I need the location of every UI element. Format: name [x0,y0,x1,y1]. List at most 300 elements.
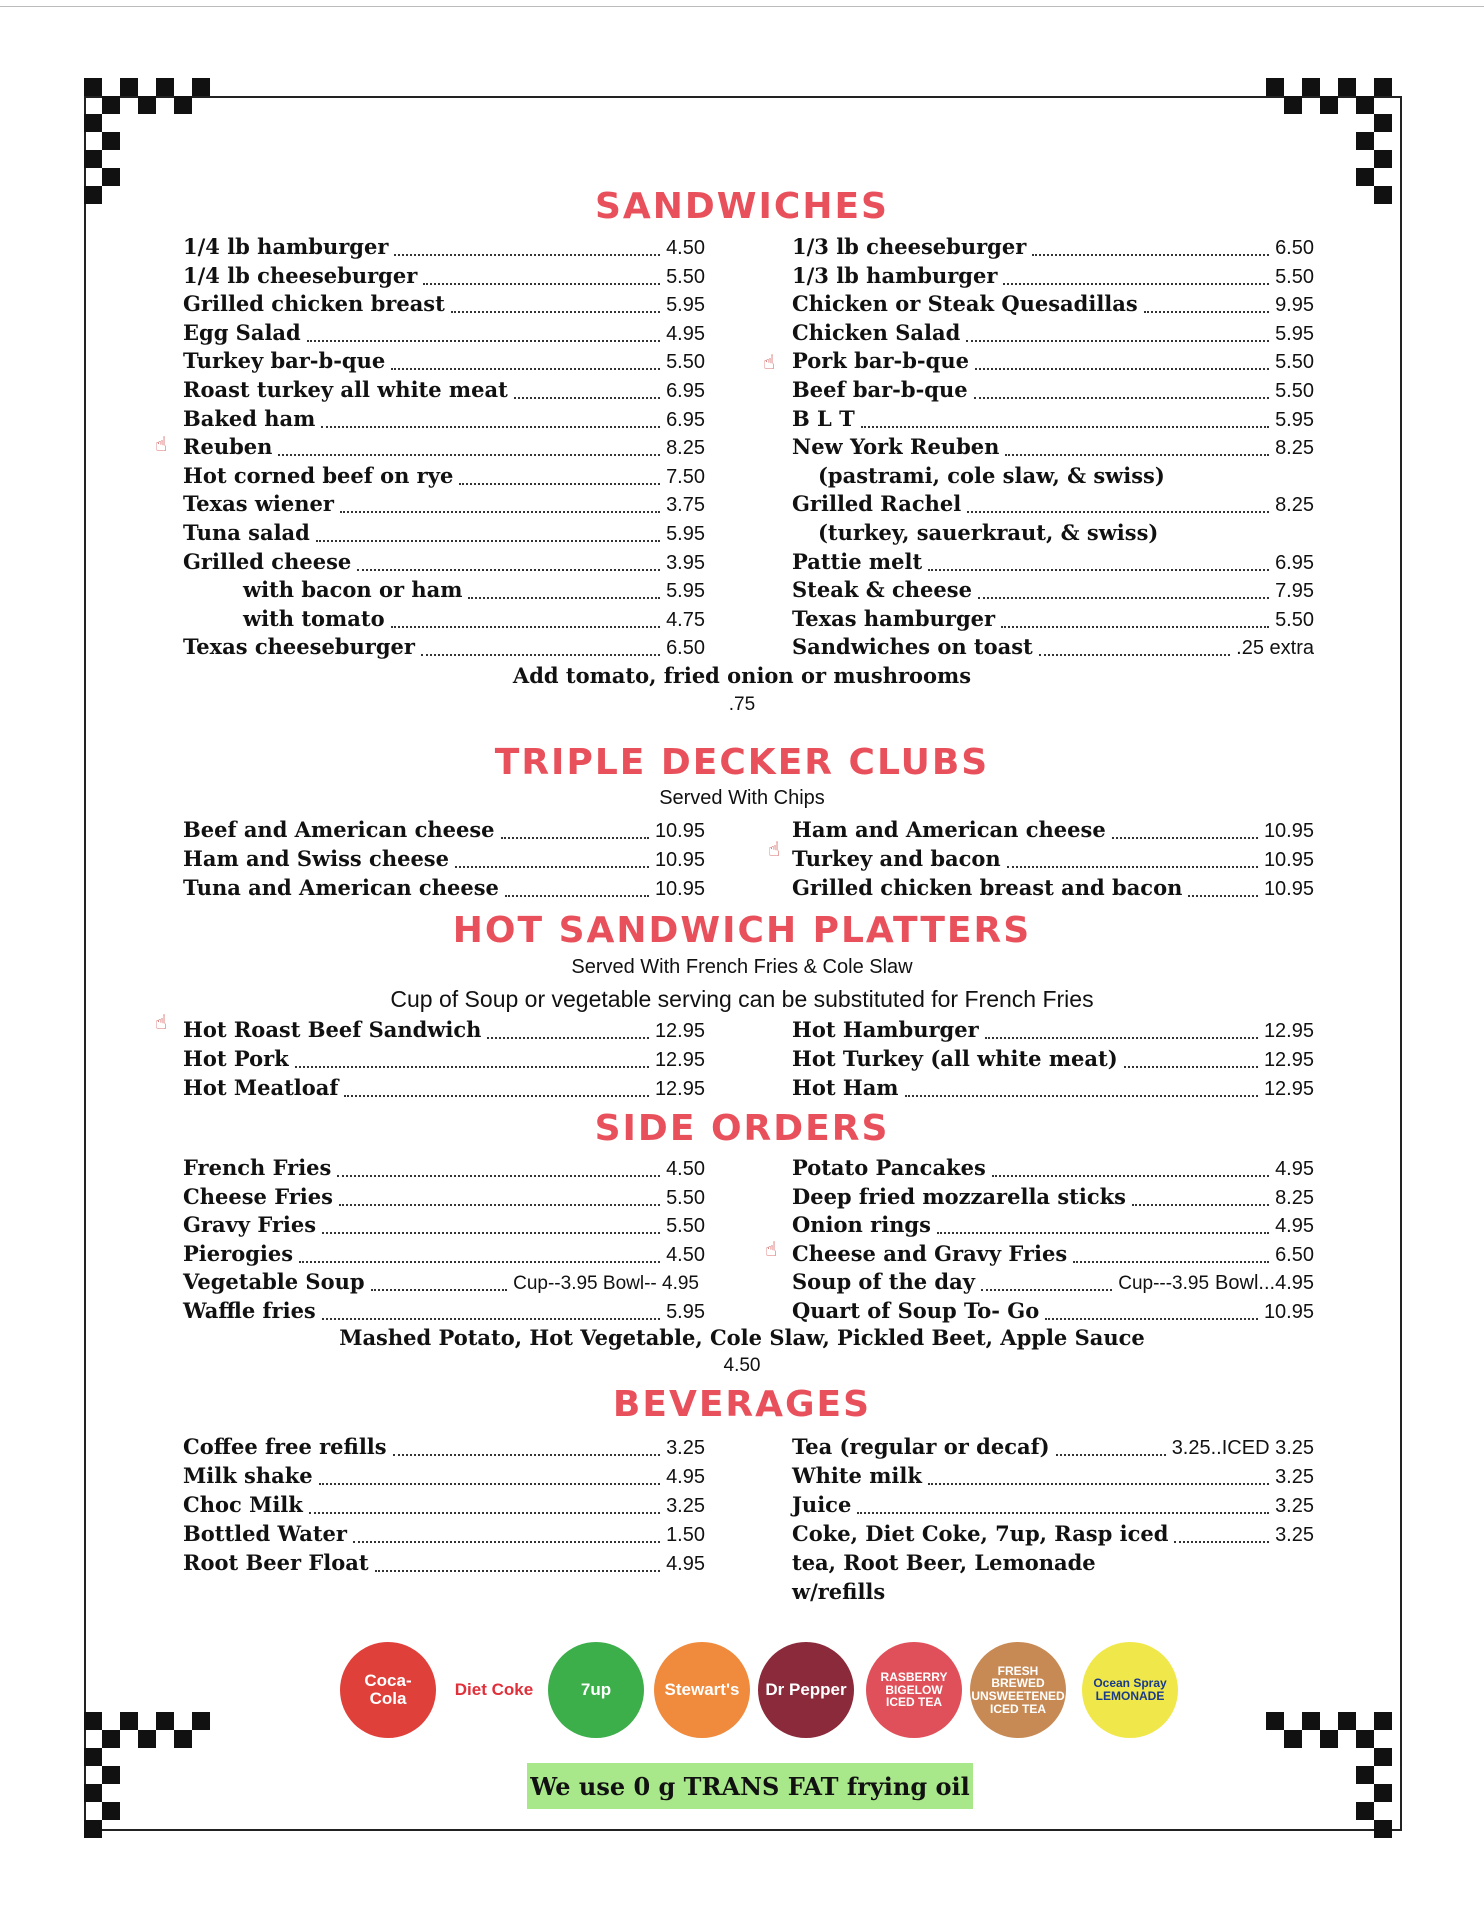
dot-leader [1174,1540,1269,1543]
dot-leader [1112,836,1258,839]
menu-item [792,875,1314,903]
menu-item-price: .25 extra [1236,637,1314,660]
menu-item-price: 4.50 [666,1158,705,1180]
menu-item-name: Grilled Rachel [792,491,962,517]
menu-item [183,1492,705,1520]
checker-square [1320,96,1338,114]
menu-item-name: Chicken or Steak Quesadillas [792,291,1138,317]
menu-item [183,846,705,874]
dot-leader [1188,894,1258,897]
menu-item-name: Hot Hamburger [792,1017,979,1042]
pointer-hand-icon: ☝ [155,1010,168,1034]
menu-item-price: 5.50 [1275,351,1314,374]
menu-item-price: 3.25 [1275,1495,1314,1517]
checker-square [192,1712,210,1730]
menu-item [183,377,705,405]
checker-square [1374,114,1392,132]
menu-item-price: 6.95 [1275,551,1314,574]
menu-item-name: tea, Root Beer, Lemonade [792,1550,1096,1575]
menu-item [792,634,1314,662]
menu-item [183,1184,705,1212]
menu-item [183,1017,705,1045]
section-title-platters: HOT SANDWICH PLATTERS [452,910,1032,951]
top-scan-line [0,6,1484,7]
menu-item [183,263,705,291]
menu-item-price: 4.95 [666,1466,705,1488]
menu-item [792,234,1314,262]
menu-item-price: 5.95 [1275,408,1314,431]
menu-item-name: Vegetable Soup [183,1269,365,1295]
checker-square [102,1802,120,1820]
menu-item [792,377,1314,405]
menu-item-price: 5.50 [666,351,705,374]
menu-item [792,1463,1314,1491]
dot-leader [501,836,649,839]
menu-item [792,1075,1314,1103]
menu-item-price: 4.95 [666,322,705,345]
menu-item [243,577,705,605]
section-title-sides: SIDE ORDERS [594,1108,890,1149]
menu-item [792,491,1314,519]
dot-leader [340,510,660,513]
menu-item [792,577,1314,605]
checker-square [1356,1730,1374,1748]
dot-leader [1045,1317,1258,1320]
dot-leader [1005,453,1269,456]
menu-item-name: Coke, Diet Coke, 7up, Rasp iced [792,1521,1169,1546]
menu-item-price: 4.50 [666,1243,705,1266]
sandwich-addon-price: .75 [728,694,756,715]
menu-item-price: 10.95 [1263,820,1314,842]
checker-square [1284,1730,1302,1748]
menu-item [183,1155,705,1183]
dot-leader [974,396,1269,399]
menu-item-price: 8.25 [1275,494,1314,517]
dot-leader [322,1231,660,1234]
menu-item [792,434,1314,462]
menu-item-price: 8.25 [1275,437,1314,460]
menu-item [792,1269,1314,1297]
menu-item [792,1017,1314,1045]
menu-item-price: 5.50 [1275,380,1314,402]
menu-item [792,549,1314,577]
menu-item-name: Waffle fries [183,1298,316,1323]
menu-item-name: Bottled Water [183,1521,347,1546]
menu-item-price: 5.50 [1275,608,1314,631]
menu-item [792,1434,1314,1462]
checker-square [84,1748,102,1766]
dot-leader [337,1174,660,1177]
menu-item [792,1492,1314,1520]
menu-item-price: 4.75 [666,608,705,631]
menu-item [183,549,705,577]
menu-item [792,1550,1314,1578]
dot-leader [307,339,660,342]
menu-item-price: 3.25 [666,1495,705,1517]
checker-square [1374,150,1392,168]
menu-item [183,875,705,903]
pointer-hand-icon: ☝ [768,837,781,861]
checker-square [1356,1766,1374,1784]
checker-square [1320,1730,1338,1748]
dot-leader [295,1065,649,1068]
menu-item-name: Pierogies [183,1240,294,1266]
menu-item-price: 3.75 [666,494,705,517]
checker-square [102,168,120,186]
checker-square [1374,1784,1392,1802]
menu-item-price: 4.95 [666,1553,705,1575]
menu-item-sizes: Cup---3.95 [1118,1273,1210,1295]
menu-item-name: Tuna salad [183,520,310,545]
checker-square [120,78,138,96]
dot-leader [278,453,660,456]
menu-item [183,463,705,491]
dot-leader [985,1036,1258,1039]
dot-leader [309,1511,660,1514]
menu-item-name: 1/4 lb cheeseburger [183,262,418,288]
menu-item-name: Beef and American cheese [183,817,495,842]
dot-leader [966,339,1269,342]
menu-item [183,817,705,845]
sides-addon-text: Mashed Potato, Hot Vegetable, Cole Slaw, Pickled Beet, Apple Sauce [339,1325,1145,1350]
menu-item-name: Grilled chicken breast and bacon [792,875,1183,900]
checker-square [84,1784,102,1802]
checker-square [1374,1748,1392,1766]
menu-item-price: 5.95 [666,1301,705,1323]
menu-item-price: 5.95 [666,294,705,317]
checker-square [156,78,174,96]
menu-item [792,1184,1314,1212]
menu-item-name: New York Reuben [792,434,1000,460]
menu-item-price: 8.25 [1275,1186,1314,1209]
menu-item-name: Potato Pancakes [792,1155,986,1180]
menu-item [792,817,1314,845]
menu-item-name: Milk shake [183,1463,313,1488]
menu-item-price: 12.95 [654,1020,705,1042]
sandwich-addon-text: Add tomato, fried onion or mushrooms [512,663,972,688]
checker-square [1266,78,1284,96]
checker-square [174,96,192,114]
menu-item-name: B L T [792,405,855,431]
checker-square [84,78,102,96]
menu-item-name: Tea (regular or decaf) [792,1434,1050,1459]
menu-item-name: with tomato [243,605,385,631]
menu-item-name: 1/4 lb hamburger [183,234,389,259]
menu-item-name: Hot Roast Beef Sandwich [183,1017,482,1042]
menu-item [183,634,705,662]
checker-square [102,1766,120,1784]
menu-item-price: 5.95 [1275,322,1314,345]
checker-square [1356,132,1374,150]
menu-item-name: Hot Meatloaf [183,1075,339,1100]
menu-item-name: Cheese Fries [183,1183,333,1209]
dot-leader [344,1094,649,1097]
menu-item-price: 6.50 [666,637,705,660]
menu-item [183,1046,705,1074]
menu-item [183,1269,705,1297]
dot-leader [861,425,1269,428]
dot-leader [393,1453,660,1456]
dot-leader [1001,625,1269,628]
dot-leader [455,865,649,868]
beverage-logo-icon: FRESH BREWED UNSWEETENED ICED TEA [970,1642,1066,1738]
checker-square [1374,78,1392,96]
menu-item-price: 7.50 [666,465,705,488]
menu-item-name: Beef bar-b-que [792,377,968,402]
dot-leader [375,1569,661,1572]
menu-item [792,1212,1314,1240]
menu-item [183,234,705,262]
dot-leader [322,1317,660,1320]
menu-item [792,1579,1314,1607]
clubs-subtitle: Served With Chips [659,787,825,809]
checker-square [138,96,156,114]
dot-leader [514,396,660,399]
menu-item-price: 12.95 [654,1049,705,1071]
menu-item [792,263,1314,291]
menu-item-price: 5.95 [666,580,705,603]
menu-item-price: 12.95 [654,1078,705,1100]
menu-item-name: Choc Milk [183,1492,303,1517]
menu-item-price: 3.25..ICED 3.25 [1171,1437,1314,1459]
menu-item-name: Pattie melt [792,548,923,574]
beverage-logo-icon: Coca-Cola [340,1642,436,1738]
dot-leader [394,253,660,256]
beverage-logo-icon: 7up [548,1642,644,1738]
menu-item [818,463,1314,491]
menu-item-price: 6.95 [666,408,705,431]
menu-item-name: Grilled cheese [183,548,352,574]
menu-item-name: Hot corned beef on rye [183,462,454,488]
menu-item-name: Texas wiener [183,491,334,517]
checker-square [1356,168,1374,186]
dot-leader [421,653,660,656]
menu-item-name: Deep fried mozzarella sticks [792,1183,1127,1209]
dot-leader [992,1174,1269,1177]
menu-item-name: French Fries [183,1155,332,1180]
checker-square [102,96,120,114]
frame-top [84,96,1402,98]
checker-square [84,150,102,168]
dot-leader [459,482,660,485]
menu-item-price: 5.50 [1275,265,1314,288]
dot-leader [371,1288,508,1291]
dot-leader [905,1094,1258,1097]
menu-item [792,846,1314,874]
dot-leader [391,625,660,628]
checker-square [84,1820,102,1838]
checker-square [1302,1712,1320,1730]
menu-item-name: Sandwiches on toast [792,634,1033,660]
dot-leader [967,510,1269,513]
dot-leader [357,568,660,571]
menu-item-name: Hot Pork [183,1046,289,1071]
menu-item-name: Turkey and bacon [792,846,1001,871]
checker-square [84,1712,102,1730]
menu-item-price: Bowl...4.95 [1215,1272,1314,1295]
menu-item-price: 7.95 [1275,580,1314,603]
trans-fat-banner: We use 0 g TRANS FAT frying oil [527,1763,973,1809]
menu-item-name: (turkey, sauerkraut, & swiss) [818,520,1159,545]
menu-item [183,1463,705,1491]
menu-item [183,434,705,462]
menu-item-price: 3.25 [666,1437,705,1459]
dot-leader [928,1482,1269,1485]
menu-item [243,606,705,634]
menu-item [183,1298,705,1326]
menu-item-name: 1/3 lb hamburger [792,262,998,288]
checker-square [174,1730,192,1748]
dot-leader [1039,653,1230,656]
dot-leader [975,367,1269,370]
frame-bottom [84,1829,1402,1831]
checker-square [1356,1802,1374,1820]
checker-square [1338,78,1356,96]
section-title-sandwiches: SANDWICHES [595,186,889,227]
checker-square [1338,1712,1356,1730]
checker-square [102,132,120,150]
menu-item-price: 10.95 [654,849,705,871]
menu-item [183,291,705,319]
checker-square [1374,1820,1392,1838]
beverage-logo-icon: Diet Coke [446,1642,542,1738]
menu-item-name: Hot Ham [792,1075,899,1100]
dot-leader [857,1511,1269,1514]
menu-item-name: Gravy Fries [183,1212,317,1238]
pointer-hand-icon: ☝ [765,1237,778,1261]
menu-item [792,1155,1314,1183]
checker-square [102,1730,120,1748]
dot-leader [321,425,660,428]
menu-item-name: Ham and American cheese [792,817,1106,842]
menu-item [792,1241,1314,1269]
dot-leader [319,1482,660,1485]
pointer-hand-icon: ☝ [155,432,168,456]
beverage-logo-icon: RASBERRY BIGELOW ICED TEA [866,1642,962,1738]
menu-item-name: Cheese and Gravy Fries [792,1240,1068,1266]
menu-item-price: 10.95 [1263,849,1314,871]
menu-item-name: Reuben [183,434,273,460]
dot-leader [451,310,660,313]
beverage-logo-icon: Stewart's [654,1642,750,1738]
menu-item [818,520,1314,548]
menu-item-price: 1.50 [666,1524,705,1546]
dot-leader [981,1288,1112,1291]
checker-square [1356,96,1374,114]
menu-item-name: Texas hamburger [792,605,996,631]
dot-leader [505,894,649,897]
menu-item [792,406,1314,434]
dot-leader [937,1231,1269,1234]
dot-leader [391,367,660,370]
menu-item-price: 12.95 [1263,1049,1314,1071]
menu-item-name: Pork bar-b-que [792,348,969,374]
checker-square [1284,96,1302,114]
menu-item-name: Steak & cheese [792,577,972,603]
menu-item-name: Grilled chicken breast [183,291,445,317]
dot-leader [1132,1203,1269,1206]
platters-subtitle-2: Cup of Soup or vegetable serving can be substituted for French Fries [390,986,1094,1012]
menu-item [792,348,1314,376]
menu-item-name: Quart of Soup To- Go [792,1298,1040,1323]
menu-item-price: 12.95 [1263,1020,1314,1042]
menu-item [792,606,1314,634]
dot-leader [353,1540,660,1543]
pointer-hand-icon: ☝ [763,350,776,374]
platters-subtitle: Served With French Fries & Cole Slaw [571,956,913,978]
dot-leader [928,568,1269,571]
checker-square [192,78,210,96]
menu-item [183,406,705,434]
menu-item [183,1212,705,1240]
menu-item-name: 1/3 lb cheeseburger [792,234,1027,259]
menu-item-price: 6.95 [666,380,705,402]
menu-item [183,1075,705,1103]
dot-leader [468,596,660,599]
menu-item [183,1521,705,1549]
menu-item-name: White milk [792,1463,922,1488]
menu-item-sizes: Cup--3.95 Bowl-- 4.95 [513,1273,699,1295]
menu-item-price: 12.95 [1263,1078,1314,1100]
menu-item-name: Tuna and American cheese [183,875,499,900]
dot-leader [1124,1065,1258,1068]
section-title-clubs: TRIPLE DECKER CLUBS [494,742,990,783]
menu-item-price: 4.95 [1275,1215,1314,1238]
sides-addon-price: 4.50 [723,1355,761,1376]
menu-item [792,1046,1314,1074]
checker-square [1374,1712,1392,1730]
checker-square [84,114,102,132]
menu-item-price: 5.50 [666,1186,705,1209]
menu-item-name: Root Beer Float [183,1550,369,1575]
menu-item-price: 10.95 [1263,1301,1314,1323]
menu-item-name: Roast turkey all white meat [183,377,508,402]
dot-leader [1007,865,1258,868]
dot-leader [1032,253,1269,256]
menu-item [183,1434,705,1462]
checker-square [1302,78,1320,96]
menu-item-price: 10.95 [654,878,705,900]
dot-leader [978,596,1269,599]
menu-item [183,1550,705,1578]
dot-leader [339,1203,660,1206]
menu-item-price: 3.25 [1275,1466,1314,1488]
menu-item-name: Texas cheeseburger [183,634,415,660]
dot-leader [299,1260,660,1263]
menu-item [183,520,705,548]
menu-item [792,1298,1314,1326]
menu-item-price: 4.95 [1275,1158,1314,1180]
beverage-logo-icon: Dr Pepper [758,1642,854,1738]
menu-item-name: Onion rings [792,1212,931,1238]
dot-leader [423,282,660,285]
checker-square [156,1712,174,1730]
menu-item-name: with bacon or ham [243,577,463,603]
menu-item-name: Turkey bar-b-que [183,348,386,374]
checker-square [138,1730,156,1748]
menu-item-name: Chicken Salad [792,319,961,345]
menu-item-price: 4.50 [666,237,705,259]
dot-leader [1144,310,1269,313]
dot-leader [1056,1453,1166,1456]
menu-item-name: (pastrami, cole slaw, & swiss) [818,462,1165,488]
dot-leader [1073,1260,1269,1263]
menu-item-name: Egg Salad [183,319,301,345]
menu-item-price: 5.50 [666,265,705,288]
menu-item-name: Baked ham [183,405,316,431]
dot-leader [316,539,660,542]
section-title-beverages: BEVERAGES [612,1384,872,1425]
